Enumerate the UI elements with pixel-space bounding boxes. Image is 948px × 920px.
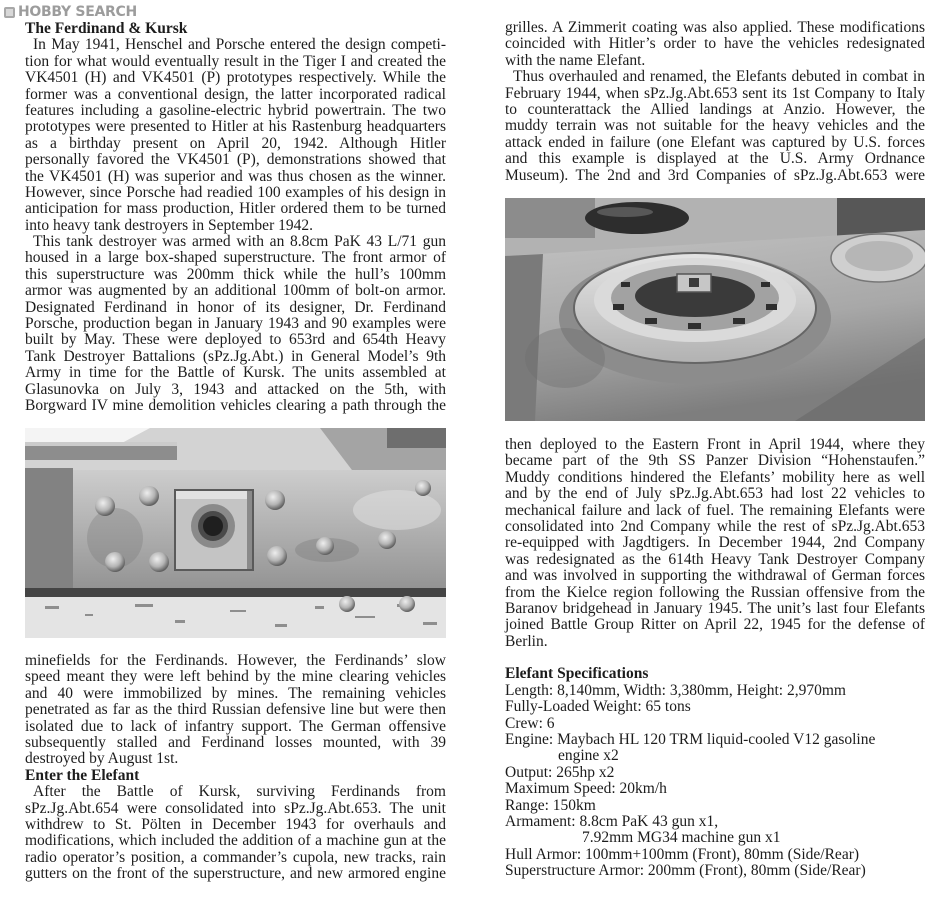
section-heading-kursk: The Ferdinand & Kursk bbox=[25, 20, 188, 37]
specifications-heading: Elefant Specifications bbox=[505, 665, 649, 683]
text-line: personally favored the VK4501 (P), demonstrations showed that bbox=[25, 151, 446, 169]
spec-item: Output: 265hp x2 bbox=[505, 763, 615, 781]
hatch bbox=[831, 234, 925, 282]
spec-item: Length: 8,140mm, Width: 3,380mm, Height: 2,970mm bbox=[505, 681, 846, 699]
text-line: then deployed to the Eastern Front in April 1944, where they bbox=[505, 436, 925, 453]
text-line: minefields for the Ferdinands. However, the Ferdinands’ slow bbox=[25, 652, 446, 669]
text-line: withdrew to St. Pölten in December 1943 for overhauls and bbox=[25, 815, 446, 833]
text-line: anticipation for mass production, Hitler ordered them to be turned bbox=[25, 200, 446, 218]
text-line: this superstructure was 200mm thick while the hull’s 100mm bbox=[25, 265, 446, 283]
photo-superstructure-ball-mount bbox=[25, 428, 446, 638]
text-line: was redesignated as the 614th Heavy Tank Destroyer Company bbox=[505, 550, 925, 568]
text-line: built by May. These were deployed to 653rd and 654th Heavy bbox=[25, 331, 446, 349]
text-line: destroyed by August 1st. bbox=[25, 750, 179, 768]
text-line: and 40 were immobilized by mines. The remaining vehicles bbox=[25, 684, 446, 702]
text-line: from the Kielce region following the Russian offensive from the bbox=[505, 583, 925, 601]
photo-commander-cupola bbox=[505, 198, 925, 421]
text-line: mechanical failure and lack of fuel. The remaining Elefants were bbox=[505, 501, 925, 519]
text-line: speed meant they were left behind by the mine clearing vehicles bbox=[25, 668, 446, 686]
text-line: After the Battle of Kursk, surviving Ferdinands from bbox=[33, 783, 446, 801]
spec-item-continuation: engine x2 bbox=[558, 747, 619, 765]
text-line: Tank Destroyer Battalions (sPz.Jg.Abt.) in General Model’s 9th bbox=[25, 347, 446, 365]
spacer bbox=[505, 650, 925, 666]
spec-item: Armament: 8.8cm PaK 43 gun x1, bbox=[505, 812, 719, 830]
text-line: prototypes were presented to Hitler at his Rastenburg headquarters bbox=[25, 118, 446, 136]
right-column-top bbox=[505, 20, 925, 184]
right-column-bottom bbox=[505, 437, 925, 880]
text-line: Baranov bridgehead in January 1945. The unit’s last four Elefants bbox=[505, 599, 925, 617]
text-line: Muddy conditions hindered the Elefants’ mobility here as well bbox=[505, 468, 925, 486]
spec-item-continuation: 7.92mm MG34 machine gun x1 bbox=[582, 829, 781, 847]
text-line: muddy terrain was not suitable for the heavy vehicles and the bbox=[505, 117, 925, 135]
spec-item: Engine: Maybach HL 120 TRM liquid-cooled V12 gasoline bbox=[505, 731, 876, 749]
watermark-text: HOBBY SEARCH bbox=[18, 4, 137, 20]
text-line: and this example is displayed at the U.S. Army Ordnance bbox=[505, 150, 925, 168]
text-line: In May 1941, Henschel and Porsche entered the design competi- bbox=[33, 36, 446, 54]
spec-item: Fully-Loaded Weight: 65 tons bbox=[505, 698, 691, 716]
text-line: features including a gasoline-electric hybrid powertrain. The two bbox=[25, 101, 446, 119]
text-line: with the name Elefant. bbox=[505, 51, 646, 69]
hobby-search-watermark bbox=[4, 3, 137, 21]
spec-item: Range: 150km bbox=[505, 796, 596, 814]
text-line: Thus overhauled and renamed, the Elefants debuted in combat in bbox=[513, 68, 925, 86]
text-line: joined Battle Group Ritter on April 22, 1945 for the defense of bbox=[505, 616, 925, 634]
text-line: re-equipped with Jagdtigers. In December 1944, 2nd Company bbox=[505, 534, 925, 552]
spec-item: Superstructure Armor: 200mm (Front), 80mm (Side/Rear) bbox=[505, 862, 866, 880]
logo-icon bbox=[4, 7, 15, 18]
text-line: Borgward IV mine demolition vehicles clearing a path through the bbox=[25, 396, 446, 414]
text-line: VK4501 (H) and VK4501 (P) prototypes respectively. While the bbox=[25, 69, 446, 87]
text-line: modifications, which included the addition of a machine gun at the bbox=[25, 832, 446, 850]
text-line: tion for what would eventually result in the Tiger I and created the bbox=[25, 52, 446, 70]
text-line: armor was augmented by an additional 100mm of bolt-on armor. bbox=[25, 282, 446, 300]
text-line: Glasunovka on July 3, 1943 and attacked on the 5th, with bbox=[25, 380, 446, 398]
text-line: and by the end of July sPz.Jg.Abt.653 had lost 22 vehicles to bbox=[505, 485, 925, 503]
spec-item: Maximum Speed: 20km/h bbox=[505, 780, 667, 798]
text-line: Museum). The 2nd and 3rd Companies of sPz.Jg.Abt.653 were bbox=[505, 166, 925, 184]
text-line: Porsche, production began in January 1943 and 90 examples were bbox=[25, 315, 446, 333]
text-line: Berlin. bbox=[505, 632, 548, 650]
text-line: into heavy tank destroyers in September 1942. bbox=[25, 216, 313, 234]
text-line: This tank destroyer was armed with an 8.8cm PaK 43 L/71 gun bbox=[33, 233, 446, 251]
text-line: subsequently stalled and Ferdinand losses mounted, with 39 bbox=[25, 733, 446, 751]
text-line: the VK4501 (H) was superior and was thus chosen as the winner. bbox=[25, 167, 446, 185]
text-line: attack ended in failure (one Elefant was captured by U.S. forces bbox=[505, 133, 925, 151]
text-line: penetrated as far as the third Russian defensive line but were then bbox=[25, 701, 446, 719]
spec-item: Hull Armor: 100mm+100mm (Front), 80mm (Side/Rear) bbox=[505, 845, 860, 863]
section-heading-elefant: Enter the Elefant bbox=[25, 766, 140, 784]
text-line: and was involved in supporting the withdrawal of German forces bbox=[505, 567, 925, 585]
text-line: February 1944, when sPz.Jg.Abt.653 sent its 1st Company to Italy bbox=[505, 84, 925, 102]
text-line: sPz.Jg.Abt.654 were consolidated into sPz.Jg.Abt.653. The unit bbox=[25, 799, 446, 817]
text-line: became part of the 9th SS Panzer Division “Hohenstaufen.” bbox=[505, 452, 925, 470]
text-line: to counterattack the Allied landings at Anzio. However, the bbox=[505, 100, 925, 118]
text-line: However, since Porsche had readied 100 examples of his design in bbox=[25, 183, 446, 201]
left-column-bottom bbox=[25, 653, 446, 882]
ball-mount-housing bbox=[175, 490, 253, 570]
text-line: consolidated into 2nd Company while the rest of sPz.Jg.Abt.653 bbox=[505, 517, 925, 535]
text-line: grilles. A Zimmerit coating was also applied. These modifications bbox=[505, 19, 925, 36]
text-line: isolated due to lack of infantry support. The German offensive bbox=[25, 717, 446, 735]
text-line: Designated Ferdinand in honor of its designer, Dr. Ferdinand bbox=[25, 298, 446, 316]
left-column-top bbox=[25, 21, 446, 414]
text-line: Army in time for the Battle of Kursk. The units assembled at bbox=[25, 364, 446, 382]
text-line: gutters on the front of the superstructure, and new armored engine bbox=[25, 865, 446, 883]
spec-item: Crew: 6 bbox=[505, 714, 555, 732]
text-line: coincided with Hitler’s order to have the vehicles redesignated bbox=[505, 35, 925, 53]
text-line: as a birthday present on April 20, 1942. Although Hitler bbox=[25, 134, 446, 152]
text-line: former was a conventional design, the latter incorporated radical bbox=[25, 85, 446, 103]
text-line: radio operator’s position, a commander’s cupola, new tracks, rain bbox=[25, 848, 446, 866]
text-line: housed in a large box-shaped superstructure. The front armor of bbox=[25, 249, 446, 267]
